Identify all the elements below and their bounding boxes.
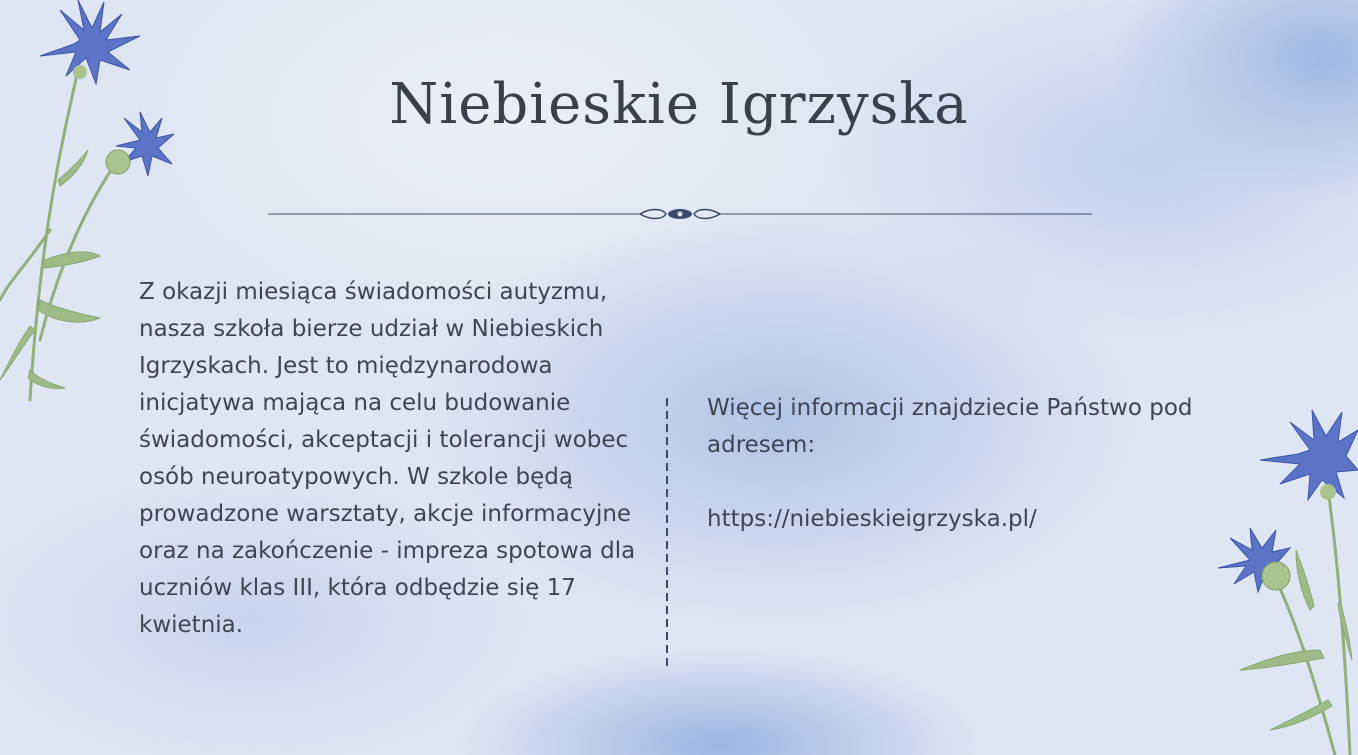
website-link[interactable]: https://niebieskieigrzyska.pl/ xyxy=(707,506,1037,532)
vertical-dashed-divider xyxy=(665,398,669,670)
ornamental-divider xyxy=(268,204,1092,224)
more-info-text: Więcej informacji znajdziecie Państwo pod adresem: xyxy=(707,395,1193,458)
more-info-block xyxy=(707,390,1227,538)
event-description: Z okazji miesiąca świadomości autyzmu, nasza szkoła bierze udział w Niebieskich Igrzyskach. Jest to międzynarodowa inicjatywa mająca na celu budowanie świadomości, akceptacji i tolerancji wobec osób neuroatypowych. W szkole będą prowadzone warsztaty, akcje informacyjne oraz na zakończenie - impreza spotowa dla uczniów klas III, która odbędzie się 17 kwietnia. xyxy=(139,279,636,638)
page-title: Niebieskie Igrzyska xyxy=(389,72,969,137)
